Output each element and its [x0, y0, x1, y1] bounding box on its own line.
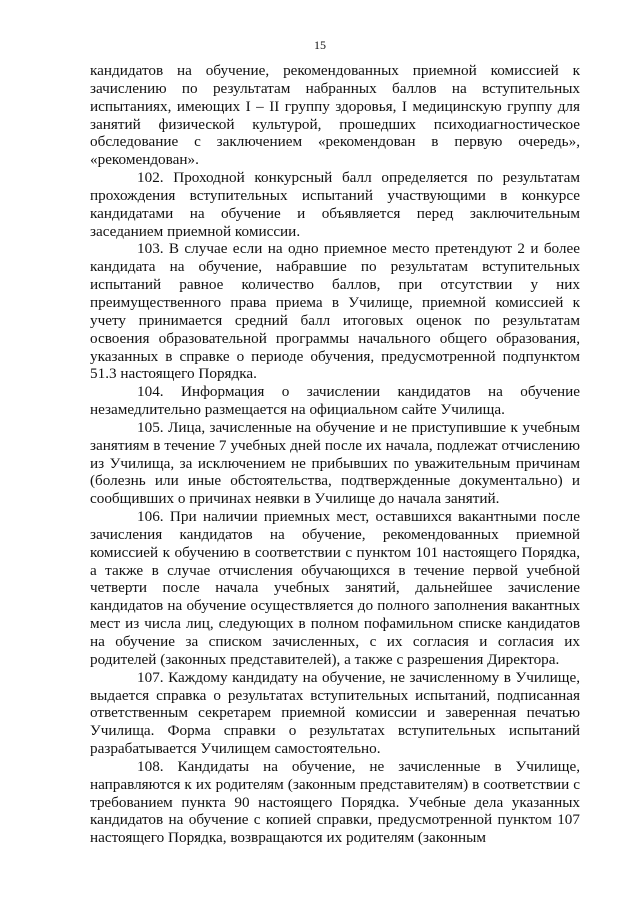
- paragraph-104: 104. Информация о зачислении кандидатов на обучение незамедлительно размещается на официальном сайте Училища.: [90, 383, 580, 419]
- paragraph-102: 102. Проходной конкурсный балл определяется по результатам прохождения вступительных испытаний участвующими в конкурсе кандидатами на обучение и объявляется перед заключительным заседанием приемной комиссии.: [90, 169, 580, 240]
- paragraph-108: 108. Кандидаты на обучение, не зачисленные в Училище, направляются к их родителям (законным представителям) в соответствии с требованием пункта 90 настоящего Порядка. Учебные дела указанных кандидатов на обучение с копией справки, предусмотренной пунктом 107 настоящего Порядка, возвращаются их родителям (законным: [90, 757, 580, 847]
- document-body: [90, 62, 580, 847]
- paragraph-105: 105. Лица, зачисленные на обучение и не приступившие к учебным занятиям в течение 7 учебных дней после их начала, подлежат отчислению из Училища, за исключением не прибывших по уважительным причинам (болезнь или иные обстоятельства, подтвержденные документально) и сообщивших о причинах неявки в Училище до начала занятий.: [90, 418, 580, 508]
- page-number: 15: [314, 38, 326, 52]
- paragraph-107: 107. Каждому кандидату на обучение, не зачисленному в Училище, выдается справка о результатах вступительных испытаний, подписанная ответственным секретарем приемной комиссии и заверенная печатью Училища. Форма справки о результатах вступительных испытаний разрабатывается Училищем самостоятельно.: [90, 668, 580, 758]
- paragraph-106: 106. При наличии приемных мест, оставшихся вакантными после зачисления кандидатов на обучение, рекомендованных приемной комиссией к обучению в соответствии с пунктом 101 настоящего Порядка, а также в случае отчисления обучающихся в течение первой учебной четверти после начала учебных занятий, дальнейшее зачисление кандидатов на обучение осуществляется до полного заполнения вакантных мест из числа лиц, следующих в полном пофамильном списке кандидатов на обучение за списком зачисленных, с их согласия и согласия их родителей (законных представителей), а также с разрешения Директора.: [90, 508, 580, 668]
- paragraph-101-continuation: кандидатов на обучение, рекомендованных приемной комиссией к зачислению по результатам набранных баллов на вступительных испытаниях, имеющих I – II группу здоровья, I медицинскую группу для занятий физической культурой, прошедших психодиагностическое обследование с заключением «рекомендован в первую очередь», «рекомендован».: [90, 62, 580, 169]
- paragraph-103: 103. В случае если на одно приемное место претендуют 2 и более кандидата на обучение, набравшие по результатам вступительных испытаний равное количество баллов, при отсутствии у них преимущественного права приема в Училище, приемной комиссией к учету принимается средний балл итоговых оценок по результатам освоения образовательной программы начального общего образования, указанных в справке о периоде обучения, предусмотренной подпунктом 51.3 настоящего Порядка.: [90, 240, 580, 383]
